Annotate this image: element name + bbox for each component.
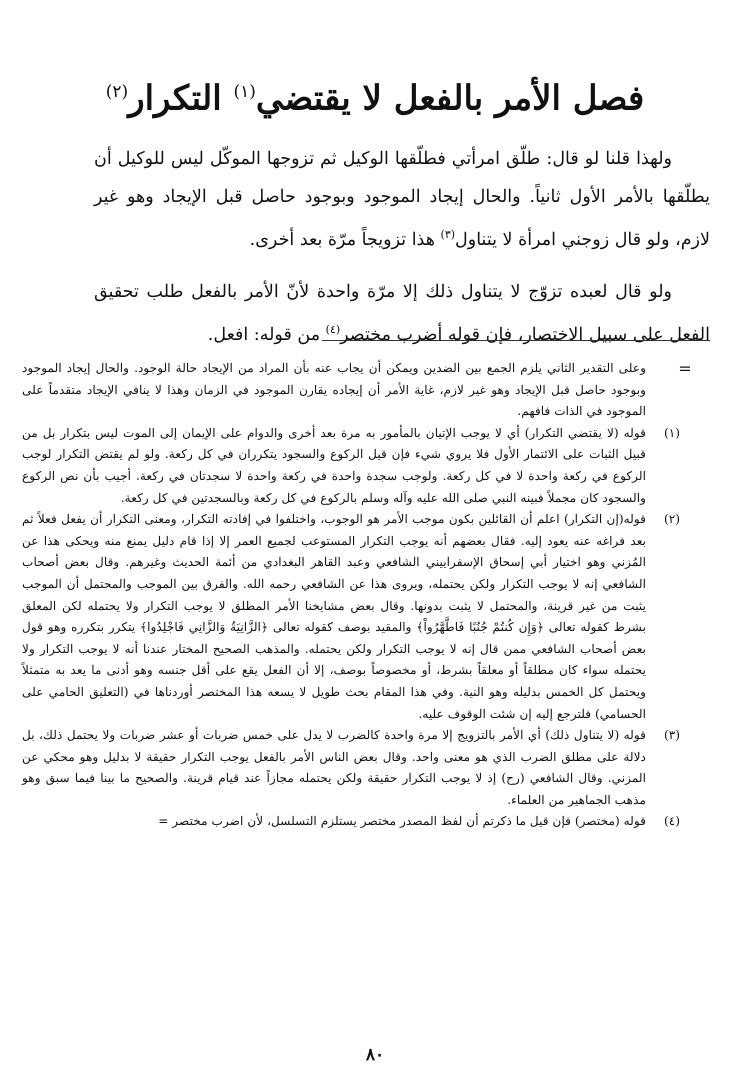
- page-number: ٨٠: [365, 1045, 385, 1065]
- footnote-continuation: [22, 358, 690, 423]
- paragraph-2: [94, 273, 710, 354]
- footnote-number[interactable]: (١): [663, 425, 681, 440]
- paragraph-2-text: ولو قال لعبده تزوّج لا يتناول ذلك إلا مرّة واحدة لأنّ الأمر بالفعل طلب تحقيق الفعل على سبيل الاختصار، فإن قوله أضرب مختصر: [94, 281, 710, 345]
- footnote-2: [22, 509, 690, 725]
- footnote-text: قوله (لا يقتضي التكرار) أي لا يوجب الإتيان بالمأمور به مرة بعد أخرى والدوام على الإيمان إلى الموت ليس بتكرار بل من قبيل الثبات على الائتمار الأول فلا يروي شيء فإن قيل الركوع والسجود يتكرران في كل ركعة. ولو لم يقتض التكرار لوجب الركوع في ركعة واحدة لا في كل ركعة. ولوجب سجدة واحدة في ركعة واحدة لا سجدتان في ركعة. أجيب بأن نص الركوع والسجود كان مجملاً فبينه النبي صلى الله عليه وآله وسلم بالركوع في كل ركعة وبالسجدتين في كل ركعة.: [22, 425, 646, 505]
- footnote-text: قوله (مختصر) فإن قيل ما ذكرتم أن لفظ المصدر مختصر يستلزم التسلسل، لأن اضرب مختصر =: [158, 814, 646, 829]
- paragraph-1: [94, 140, 710, 259]
- title-footnote-mark-1[interactable]: (١): [233, 82, 256, 102]
- footnote-number[interactable]: (٣): [663, 728, 681, 743]
- footnote-1: [22, 423, 690, 509]
- footnote-text: قوله(إن التكرار) اعلم أن القائلين بكون موجب الأمر هو الوجوب، واختلفوا في إفادته التكرار، ومعنى التكرار أن يفعل فعلاً ثم بعد فراغه عنه يعود إليه. فقال بعضهم أنه يوجب التكرار المستوعب لجميع العمر إلا إذا قام دليل يمنع منه ويحكى هذا عن المُزني وهو اختيار أبي إسحاق الإسفراييني الشافعي وعبد القاهر البغدادي من أئمة الحديث وغيرهم. وقال بعض أصحاب الشافعي إنه لا يوجب التكرار ولكن يحتمله، ويروى هذا عن الشافعي رحمه الله. والفرق بين الموجب والمحتمل أن الموجب يثبت من غير قرينة، والمحتمل لا يثبت بدونها. وقال بعض مشايخنا الأمر المطلق لا يوجب التكرار ولا يحتمله لكن المعلق بشرط كقوله تعالى ﴿وَإِن كُنتُمْ جُنُبًا فَاطَّهَّرُواْ﴾ والمقيد بوصف كقوله تعالى ﴿الزَّانِيَةُ وَالزَّانِي فَاجْلِدُوا﴾ يتكرر بتكرره وهو قول بعض أصحاب الشافعي ممن قال إنه لا يوجب التكرار ولكن يحتمله. والمذهب الصحيح المختار عندنا أنه لا يوجب التكرار ولا يحتمله سواء كان مطلقاً أو معلقاً بشرط، أو مخصوصاً بوصف، إلا أن الفعل يقع على أقل جنسه وهو أدنى ما يعد به متمثلاً ويحتمل كل الخمس بدليله وهو النية. وفي هذا المقام بحث طويل لا يسعه هذا المختصر أوردناها في (التعليق الحامي على الحسامي) فلترجع إليه إن شئت الوقوف عليه.: [22, 512, 646, 721]
- footnote-number[interactable]: (٤): [663, 814, 681, 829]
- title-text-b: التكرار: [128, 78, 234, 119]
- footnote-text: قوله (لا يتناول ذلك) أي الأمر بالتزويج إلا مرة واحدة كالضرب لا يدل على خمس ضربات أو عشر ضربات ولا يحتمل ذلك، بل دلالة على مطلق الضرب الذي هو معنى واحد. وقال بعض الناس الأمر بالفعل يوجب التكرار حقيقة لا بدليل وهو محكي عن المزني. وقال الشافعي (رح) إذ لا يوجب التكرار حقيقة ولكن يحتمله مجازاً عند قيام قرينة. والصحيح ما بينا فيما سبق وهو مذهب الجماهير من العلماء.: [22, 728, 646, 807]
- footnote-continuation-text: وعلى التقدير الثاني يلزم الجمع بين الضدين ويمكن أن يجاب عنه بأن المراد من الإيجاد حالة الوجود. والحال إيجاد الموجود وبوجود حاصل قبل الإيجاد وهو غير لازم، غاية الأمر أن إيجاده يقارن الموجود في الزمان وهذا لا ينافي الإيجاد متقدماً على الموجود في الذات فافهم.: [22, 361, 646, 419]
- title-footnote-mark-2[interactable]: (٢): [105, 82, 129, 102]
- main-text: [94, 140, 710, 368]
- section-title: [0, 70, 750, 120]
- paragraph-1-text: ولهذا قلنا لو قال: طلّق امرأتي فطلّقها الوكيل ثم تزوجها الموكّل ليس للوكيل أن يطلّقها بالأمر الأول ثانياً. والحال إيجاد الموجود وبوجود حاصل قبل الإيجاد وهو غير لازم، ولو قال زوجني امرأة لا يتناول: [94, 149, 710, 250]
- title-text-a: فصل الأمر بالفعل لا يقتضي: [255, 78, 645, 119]
- continuation-mark: =: [678, 359, 692, 378]
- footnotes: [22, 358, 690, 833]
- footnote-4: [22, 811, 690, 833]
- footnote-mark-3[interactable]: (٣): [440, 228, 456, 241]
- footnote-separator: [322, 340, 710, 341]
- paragraph-2-tail: من قوله: افعل.: [207, 324, 326, 345]
- paragraph-1-tail: هذا تزويجاً مرّة بعد أخرى.: [249, 229, 441, 250]
- footnote-number[interactable]: (٢): [663, 512, 681, 527]
- footnote-3: [22, 725, 690, 811]
- footnote-mark-4[interactable]: (٤): [325, 322, 341, 336]
